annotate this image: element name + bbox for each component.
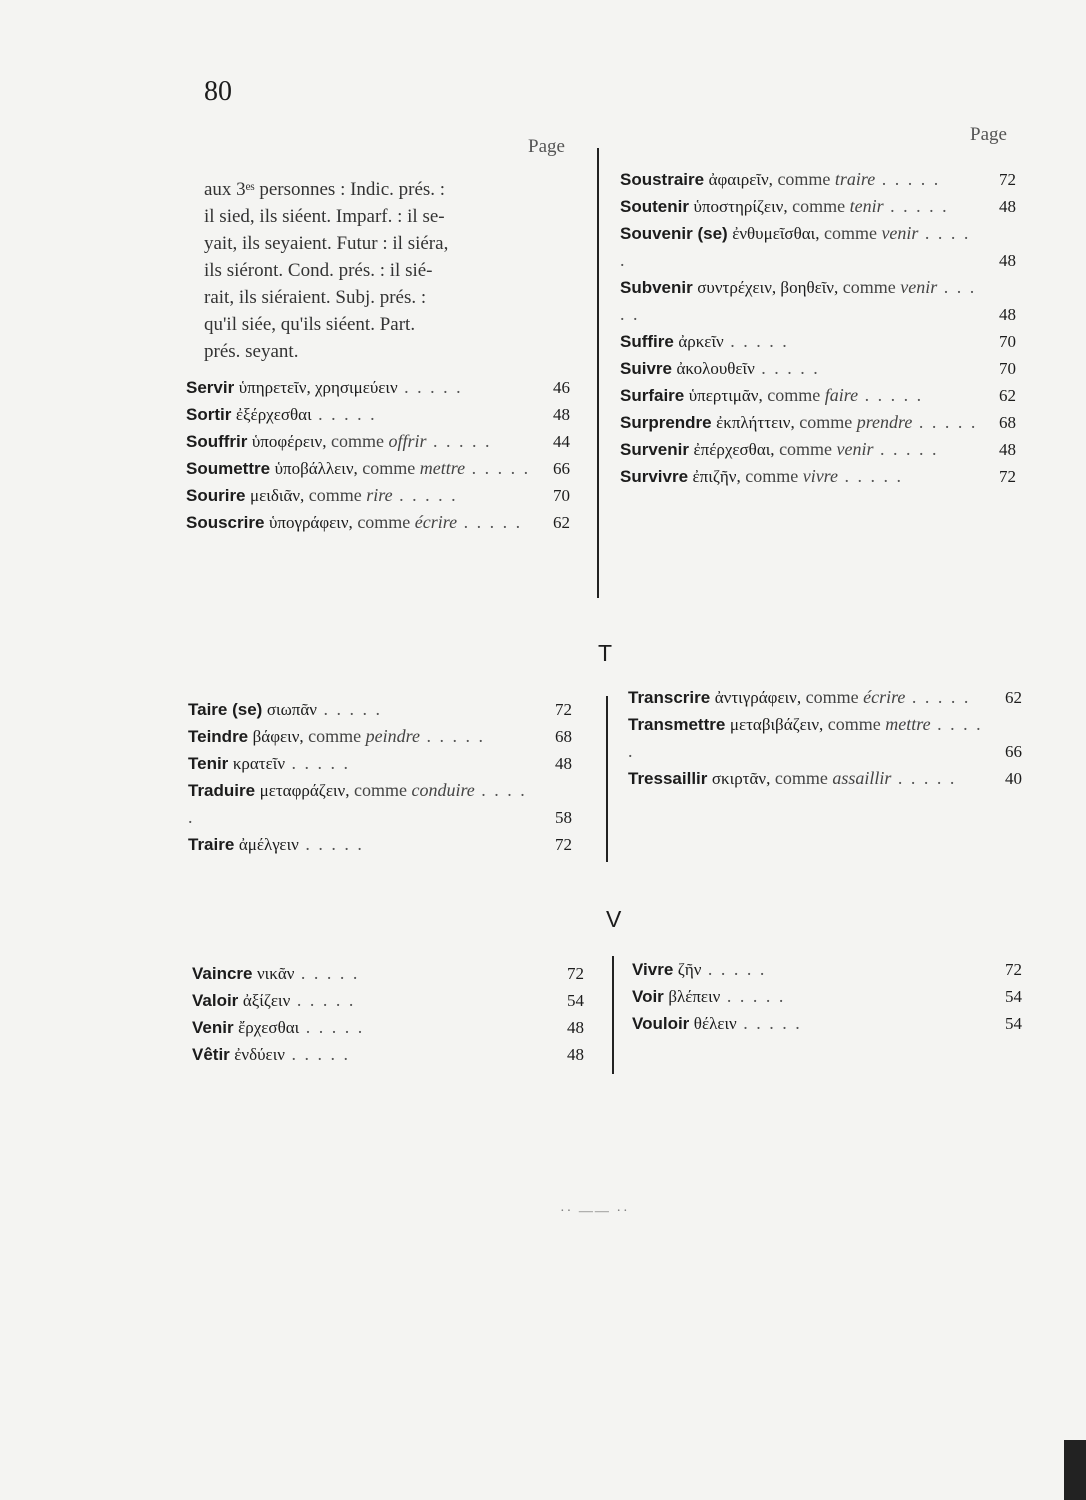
index-entry xyxy=(188,696,572,723)
dot-leader: . . . . . xyxy=(298,834,364,854)
headword: Taire (se) xyxy=(188,700,263,719)
headword: Tressaillir xyxy=(628,769,708,788)
t-right-column xyxy=(628,684,1022,792)
page-edge-mark xyxy=(1064,1440,1086,1500)
headword: Souffrir xyxy=(186,432,248,451)
comme-label: comme xyxy=(745,466,799,486)
page-ref: 46 xyxy=(553,378,570,397)
headword: Vivre xyxy=(632,960,674,979)
greek-translation: βλέπειν xyxy=(668,987,721,1006)
page-ref: 72 xyxy=(999,170,1016,189)
greek-translation: ἀκολουθεῖν xyxy=(676,359,755,378)
dot-leader: . . . . . xyxy=(188,780,527,827)
greek-translation: ζῆν xyxy=(677,960,702,979)
page-ref: 40 xyxy=(1005,769,1022,788)
index-entry xyxy=(620,463,1016,490)
dot-leader: . . . . . xyxy=(620,277,977,324)
reference-verb: mettre xyxy=(885,714,931,734)
page-ref: 54 xyxy=(1005,987,1022,1006)
page-ref: 72 xyxy=(567,964,584,983)
letter-heading-v: V xyxy=(606,906,622,932)
page-ref: 54 xyxy=(1005,1014,1022,1033)
t-left-column xyxy=(188,696,572,858)
headword: Voir xyxy=(632,987,664,1006)
greek-translation: ἐνθυμεῖσθαι, xyxy=(732,224,820,243)
greek-translation: ἀμέλγειν xyxy=(238,835,299,854)
page-ref: 48 xyxy=(999,251,1016,270)
comme-label: comme xyxy=(767,385,821,405)
index-entry xyxy=(620,166,1016,193)
dot-leader: . . . . . xyxy=(284,1044,350,1064)
reference-verb: traire xyxy=(834,169,876,189)
dot-leader: . . . . . xyxy=(426,431,492,451)
reference-verb: faire xyxy=(824,385,859,405)
greek-translation: σιωπᾶν xyxy=(266,700,317,719)
column-rule-t xyxy=(606,696,608,862)
page-ref: 72 xyxy=(1005,960,1022,979)
reference-verb: conduire xyxy=(411,780,475,800)
comme-label: comme xyxy=(774,768,828,788)
greek-translation: μεταφράζειν, xyxy=(259,781,350,800)
index-entry xyxy=(620,328,1016,355)
headword: Suivre xyxy=(620,359,672,378)
page-ref: 44 xyxy=(553,432,570,451)
index-entry xyxy=(192,987,584,1014)
left-page-header: Page xyxy=(528,136,565,157)
index-entry xyxy=(628,765,1022,792)
index-entry xyxy=(620,220,1016,274)
headword: Teindre xyxy=(188,727,249,746)
headword: Vouloir xyxy=(632,1014,690,1033)
comme-label: comme xyxy=(777,169,831,189)
greek-translation: κρατεῖν xyxy=(232,754,285,773)
greek-translation: ἔρχεσθαι xyxy=(238,1018,300,1037)
dot-leader: . . . . . xyxy=(875,169,941,189)
index-entry xyxy=(620,409,1016,436)
reference-verb: offrir xyxy=(388,431,427,451)
letter-heading-t: T xyxy=(598,640,613,666)
dot-leader: . . . . . xyxy=(628,714,983,761)
index-entry xyxy=(632,1010,1022,1037)
reference-verb: prendre xyxy=(856,412,913,432)
index-entry xyxy=(186,482,570,509)
continuation-line: rait, ils siéraient. Subj. prés. : xyxy=(204,287,427,308)
greek-translation: βάφειν, xyxy=(252,727,304,746)
index-entry xyxy=(620,274,1016,328)
dot-leader: . . . . . xyxy=(723,331,789,351)
headword: Vaincre xyxy=(192,964,253,983)
headword: Survivre xyxy=(620,467,689,486)
comme-label: comme xyxy=(823,223,877,243)
page-ref: 62 xyxy=(553,513,570,532)
dot-leader: . . . . . xyxy=(294,963,360,983)
greek-translation: ὑπογράφειν, xyxy=(268,513,353,532)
headword: Transcrire xyxy=(628,688,711,707)
page-ref: 48 xyxy=(999,440,1016,459)
page-ref: 68 xyxy=(555,727,572,746)
headword: Sourire xyxy=(186,486,246,505)
index-entry xyxy=(186,509,570,536)
index-entry xyxy=(188,831,572,858)
index-entry xyxy=(192,960,584,987)
index-entry xyxy=(188,777,572,831)
index-entry xyxy=(186,428,570,455)
greek-translation: ὑποστηρίζειν, xyxy=(693,197,788,216)
dot-leader: . . . . . xyxy=(912,412,978,432)
greek-translation: ἐνδύειν xyxy=(234,1045,285,1064)
dot-leader: . . . . . xyxy=(290,990,356,1010)
headword: Vêtir xyxy=(192,1045,230,1064)
comme-label: comme xyxy=(357,512,411,532)
page-ref: 48 xyxy=(999,197,1016,216)
continuation-line: ils siéront. Cond. prés. : il sié- xyxy=(204,260,433,281)
page-ref: 48 xyxy=(567,1018,584,1037)
greek-translation: ὑποβάλλειν, xyxy=(274,459,358,478)
comme-label: comme xyxy=(799,412,853,432)
greek-translation: νικᾶν xyxy=(257,964,295,983)
headword: Souscrire xyxy=(186,513,265,532)
headword: Souvenir (se) xyxy=(620,224,728,243)
comme-label: comme xyxy=(308,726,362,746)
headword: Traire xyxy=(188,835,235,854)
page-ref: 66 xyxy=(553,459,570,478)
comme-label: comme xyxy=(330,431,384,451)
index-entry xyxy=(628,711,1022,765)
dot-leader: . . . . . xyxy=(905,687,971,707)
greek-translation: ἀφαιρεῖν, xyxy=(708,170,773,189)
headword: Subvenir xyxy=(620,278,693,297)
reference-verb: écrire xyxy=(414,512,458,532)
headword: Traduire xyxy=(188,781,256,800)
dot-leader: . . . . . xyxy=(285,753,350,773)
reference-verb: rire xyxy=(366,485,393,505)
page-ref: 72 xyxy=(999,467,1016,486)
column-rule-s xyxy=(597,148,599,598)
dot-leader: . . . . . xyxy=(736,1013,802,1033)
dot-leader: . . . . . xyxy=(465,458,531,478)
dot-leader: . . . . . xyxy=(311,404,377,424)
comme-label: comme xyxy=(842,277,896,297)
greek-translation: μειδιᾶν, xyxy=(250,486,305,505)
right-page-header: Page xyxy=(970,124,1007,145)
index-entry xyxy=(620,355,1016,382)
dot-leader: . . . . . xyxy=(457,512,523,532)
page-ref: 58 xyxy=(555,808,572,827)
reference-verb: tenir xyxy=(849,196,884,216)
index-entry xyxy=(192,1014,584,1041)
reference-verb: venir xyxy=(836,439,874,459)
index-entry xyxy=(620,193,1016,220)
dot-leader: . . . . . xyxy=(858,385,924,405)
page-ref: 72 xyxy=(555,835,572,854)
dot-leader: . . . . . xyxy=(720,986,786,1006)
index-entry xyxy=(632,956,1022,983)
page-ref: 70 xyxy=(999,359,1016,378)
comme-label: comme xyxy=(362,458,416,478)
v-left-column xyxy=(192,960,584,1068)
page-ref: 48 xyxy=(999,305,1016,324)
greek-translation: ὑπηρετεῖν, χρησιμεύειν xyxy=(238,378,398,397)
comme-label: comme xyxy=(827,714,881,734)
page-ref: 62 xyxy=(1005,688,1022,707)
dot-leader: . . . . . xyxy=(891,768,957,788)
greek-translation: συντρέχειν, βοηθεῖν, xyxy=(697,278,839,297)
dot-leader: . . . . . xyxy=(620,223,971,270)
reference-verb: assaillir xyxy=(832,768,892,788)
page-number: 80 xyxy=(204,76,232,107)
headword: Tenir xyxy=(188,754,229,773)
reference-verb: écrire xyxy=(863,687,906,707)
greek-translation: ἐξέρχεσθαι xyxy=(235,405,312,424)
comme-label: comme xyxy=(805,687,859,707)
page-ref: 48 xyxy=(555,754,572,773)
column-rule-v xyxy=(612,956,614,1074)
headword: Valoir xyxy=(192,991,239,1010)
reference-verb: mettre xyxy=(419,458,466,478)
index-entry xyxy=(186,401,570,428)
headword: Transmettre xyxy=(628,715,726,734)
greek-translation: ὑποφέρειν, xyxy=(251,432,327,451)
headword: Soutenir xyxy=(620,197,689,216)
reference-verb: vivre xyxy=(802,466,839,486)
headword: Suffire xyxy=(620,332,674,351)
greek-translation: ὑπερτιμᾶν, xyxy=(688,386,763,405)
headword: Venir xyxy=(192,1018,234,1037)
headword: Survenir xyxy=(620,440,689,459)
dot-leader: . . . . . xyxy=(838,466,904,486)
headword: Servir xyxy=(186,378,235,397)
dot-leader: . . . . . xyxy=(873,439,939,459)
index-entry xyxy=(188,750,572,777)
continuation-line: qu'il siée, qu'ils siéent. Part. xyxy=(204,314,416,335)
ornament: ·· —— ·· xyxy=(560,1204,630,1219)
greek-translation: ἐκπλήττειν, xyxy=(716,413,795,432)
dot-leader: . . . . . xyxy=(316,699,382,719)
comme-label: comme xyxy=(308,485,362,505)
dot-leader: . . . . . xyxy=(883,196,949,216)
reference-verb: venir xyxy=(881,223,919,243)
dot-leader: . . . . . xyxy=(754,358,820,378)
s-left-column xyxy=(186,374,570,536)
index-entry xyxy=(628,684,1022,711)
index-entry xyxy=(186,455,570,482)
greek-translation: θέλειν xyxy=(693,1014,737,1033)
page-ref: 66 xyxy=(1005,742,1022,761)
index-entry xyxy=(188,723,572,750)
greek-translation: μεταβιβάζειν, xyxy=(729,715,824,734)
index-entry xyxy=(620,436,1016,463)
headword: Surprendre xyxy=(620,413,712,432)
continuation-line: aux 3ᵉˢ personnes : Indic. prés. : xyxy=(204,179,446,200)
continuation-line: prés. seyant. xyxy=(204,341,299,362)
continuation-line: yait, ils seyaient. Futur : il siéra, xyxy=(204,233,449,254)
page-ref: 48 xyxy=(553,405,570,424)
comme-label: comme xyxy=(779,439,833,459)
dot-leader: . . . . . xyxy=(397,377,463,397)
page-ref: 72 xyxy=(555,700,572,719)
comme-label: comme xyxy=(353,780,407,800)
continuation-text xyxy=(204,176,544,365)
greek-translation: ἀντιγράφειν, xyxy=(714,688,802,707)
index-entry xyxy=(620,382,1016,409)
dot-leader: . . . . . xyxy=(419,726,485,746)
greek-translation: ἀρκεῖν xyxy=(678,332,724,351)
s-right-column xyxy=(620,166,1016,490)
continuation-line: il sied, ils siéent. Imparf. : il se- xyxy=(204,206,445,227)
greek-translation: σκιρτᾶν, xyxy=(711,769,771,788)
page-ref: 68 xyxy=(999,413,1016,432)
dot-leader: . . . . . xyxy=(392,485,458,505)
headword: Sortir xyxy=(186,405,232,424)
greek-translation: ἐπιζῆν, xyxy=(692,467,741,486)
index-entry xyxy=(192,1041,584,1068)
page-ref: 70 xyxy=(553,486,570,505)
reference-verb: venir xyxy=(900,277,938,297)
v-right-column xyxy=(632,956,1022,1037)
reference-verb: peindre xyxy=(365,726,420,746)
page-ref: 62 xyxy=(999,386,1016,405)
comme-label: comme xyxy=(792,196,846,216)
index-entry xyxy=(186,374,570,401)
dot-leader: . . . . . xyxy=(299,1017,365,1037)
greek-translation: ἀξίζειν xyxy=(242,991,291,1010)
index-entry xyxy=(632,983,1022,1010)
dot-leader: . . . . . xyxy=(701,959,767,979)
page-ref: 48 xyxy=(567,1045,584,1064)
headword: Soumettre xyxy=(186,459,271,478)
page-ref: 54 xyxy=(567,991,584,1010)
headword: Surfaire xyxy=(620,386,685,405)
headword: Soustraire xyxy=(620,170,705,189)
greek-translation: ἐπέρχεσθαι, xyxy=(693,440,775,459)
page-ref: 70 xyxy=(999,332,1016,351)
